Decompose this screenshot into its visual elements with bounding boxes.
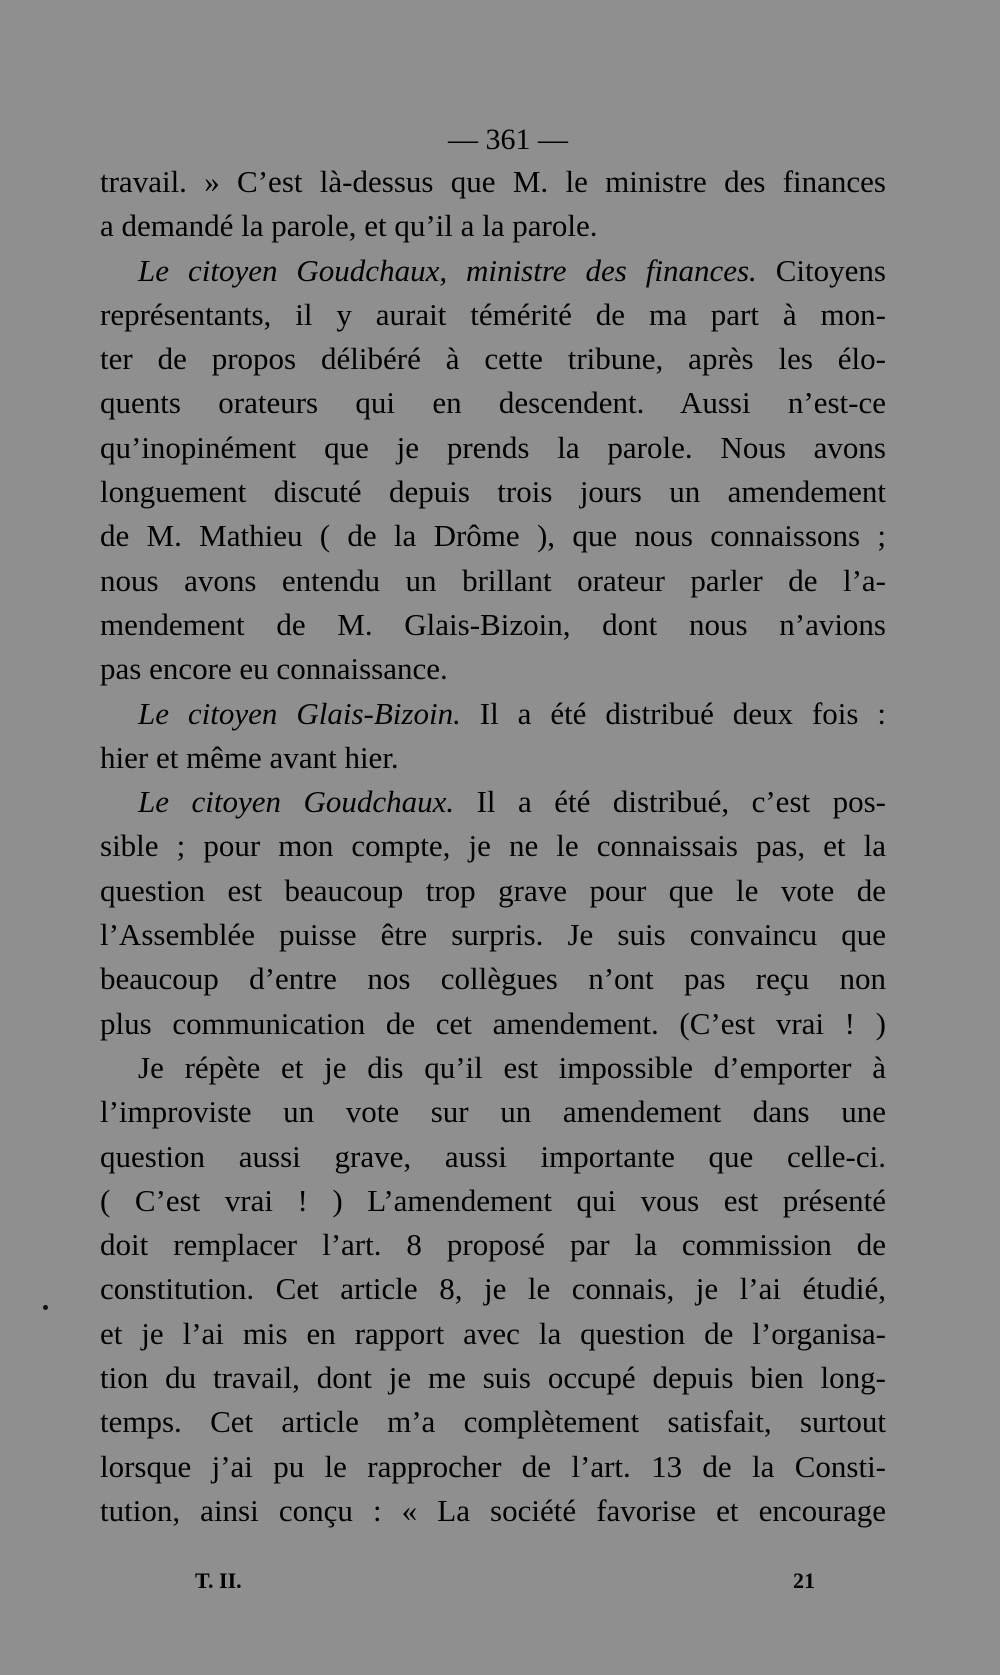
text-line <box>100 426 886 470</box>
page-number: — 361 — <box>448 123 568 156</box>
line-text: travail. » C’est là-dessus que M. le ministre des finances <box>100 164 886 199</box>
text-line <box>100 913 886 957</box>
line-text: pas encore eu connaissance. <box>100 651 448 687</box>
ink-speck <box>43 1305 48 1310</box>
text-line <box>100 1002 886 1046</box>
text-line <box>100 204 886 248</box>
line-text: nous avons entendu un brillant orateur parler de l’a- <box>100 562 886 598</box>
text-line <box>100 692 886 736</box>
text-line <box>100 736 886 780</box>
text-line <box>100 1090 886 1134</box>
text-line <box>100 603 886 647</box>
text-line <box>100 1179 886 1223</box>
line-text: tion du travail, dont je me suis occupé depuis bien long- <box>100 1360 886 1396</box>
text-line <box>100 869 886 913</box>
line-text: et je l’ai mis en rapport avec la question de l’organisa- <box>100 1315 886 1351</box>
text-line <box>100 1489 886 1533</box>
text-line <box>100 1312 886 1356</box>
text-line <box>100 824 886 868</box>
line-text: qu’inopinément que je prends la parole. Nous avons <box>100 429 886 465</box>
text-line <box>100 514 886 558</box>
line-text: l’improviste un vote sur un amendement dans une <box>100 1094 886 1130</box>
line-text: ( C’est vrai ! ) L’amendement qui vous est présenté <box>100 1182 886 1218</box>
text-line <box>100 337 886 381</box>
line-text: sible ; pour mon compte, je ne le connaissais pas, et la <box>100 828 886 864</box>
line-text: temps. Cet article m’a complètement satisfait, surtout <box>100 1404 886 1440</box>
line-text: hier et même avant hier. <box>100 739 399 775</box>
text-line <box>100 647 886 691</box>
line-text: quents orateurs qui en descendent. Aussi n’est-ce <box>100 385 886 421</box>
line-text: mendement de M. Glais-Bizoin, dont nous n’avions <box>100 606 886 642</box>
line-text: ter de propos délibéré à cette tribune, après les élo- <box>100 341 886 377</box>
line-text: question aussi grave, aussi importante que celle-ci. <box>100 1138 886 1174</box>
text-line <box>100 293 886 337</box>
line-text: longuement discuté depuis trois jours un amendement <box>100 474 886 510</box>
page-body-text <box>100 160 886 1533</box>
text-line <box>100 957 886 1001</box>
line-text: Il a été distribué, c’est pos- <box>454 784 886 820</box>
text-line <box>100 1223 886 1267</box>
line-text: Il a été distribué deux fois : <box>460 695 887 731</box>
speaker-name: Le citoyen Goudchaux, ministre des finances. <box>138 252 757 288</box>
line-text: représentants, il y aurait témérité de ma part à mon- <box>100 296 886 332</box>
text-line <box>100 160 886 204</box>
line-text: Je répète et je dis qu’il est impossible d’emporter à <box>138 1049 886 1085</box>
line-text: constitution. Cet article 8, je le connais, je l’ai étudié, <box>100 1271 886 1307</box>
text-line <box>100 1400 886 1444</box>
text-line <box>100 1445 886 1489</box>
line-text: l’Assemblée puisse être surpris. Je suis convaincu que <box>100 917 886 953</box>
line-text: beaucoup d’entre nos collègues n’ont pas reçu non <box>100 961 886 997</box>
line-text: lorsque j’ai pu le rapprocher de l’art. 13 de la Consti- <box>100 1448 886 1484</box>
text-line <box>100 780 886 824</box>
text-line <box>100 1356 886 1400</box>
line-text: tution, ainsi conçu : « La société favorise et encourage <box>100 1492 886 1528</box>
line-text: doit remplacer l’art. 8 proposé par la commission de <box>100 1227 886 1263</box>
text-line <box>100 559 886 603</box>
line-text: de M. Mathieu ( de la Drôme ), que nous connaissons ; <box>100 518 886 554</box>
line-text: question est beaucoup trop grave pour que le vote de <box>100 872 886 908</box>
text-line <box>100 249 886 293</box>
text-line <box>100 470 886 514</box>
line-text: plus communication de cet amendement. (C’est vrai ! ) <box>100 1005 886 1041</box>
text-line <box>100 1267 886 1311</box>
volume-mark: T. II. <box>195 1568 242 1593</box>
speaker-name: Le citoyen Goudchaux. <box>138 784 455 820</box>
text-line <box>100 381 886 425</box>
line-text: Citoyens <box>756 252 886 288</box>
line-text: a demandé la parole, et qu’il a la parole. <box>100 208 598 244</box>
page-footer <box>195 1568 815 1594</box>
book-page <box>100 122 886 1533</box>
speaker-name: Le citoyen Glais-Bizoin. <box>138 695 461 731</box>
text-line <box>100 1135 886 1179</box>
signature-mark: 21 <box>793 1568 815 1593</box>
text-line <box>100 1046 886 1090</box>
